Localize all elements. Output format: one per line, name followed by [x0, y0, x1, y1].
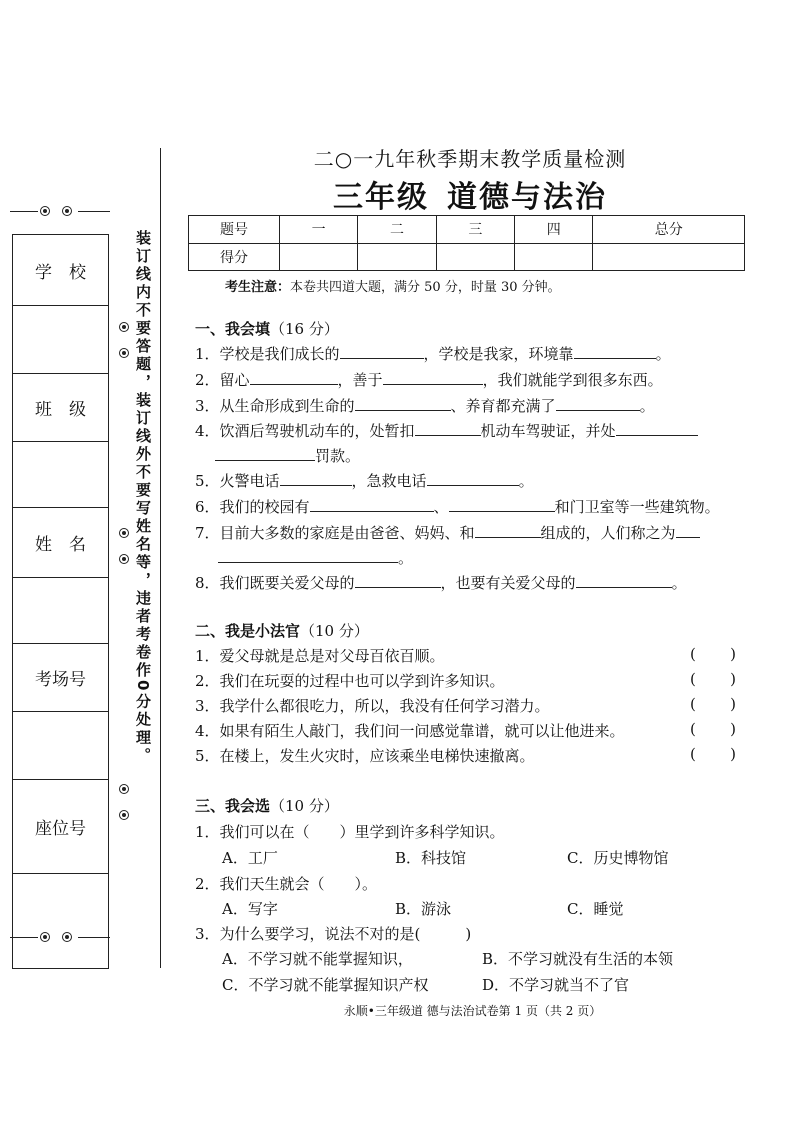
binding-ring-3: [119, 528, 129, 538]
score-label: 得分: [189, 243, 280, 271]
fill-question-4-cont: 罚款。: [215, 445, 360, 466]
binding-line: [160, 148, 161, 968]
answer-blank[interactable]: [449, 497, 555, 512]
answer-parens[interactable]: ( ): [690, 745, 736, 763]
bottom-ornament: [10, 932, 110, 944]
choice-option[interactable]: B．不学习就没有生活的本领: [482, 950, 674, 968]
class-label: 班 级: [13, 373, 108, 441]
score-table: [188, 215, 745, 271]
judge-item: 5．在楼上，发生火灾时，应该乘坐电梯快速撤离。: [195, 747, 535, 765]
answer-blank[interactable]: [556, 396, 640, 411]
question-number-label: 题号: [189, 216, 280, 244]
fill-question-1: 1．学校是我们成长的 ，学校是我家，环境靠 。: [195, 345, 671, 363]
choice-question-3: 3．为什么要学习，说法不对的是( ): [195, 925, 472, 943]
fill-question-7-cont: 。: [218, 547, 413, 568]
exam-room-field[interactable]: [13, 711, 108, 779]
fill-question-6: 6．我们的校园有 、 和门卫室等一些建筑物。: [195, 498, 720, 516]
answer-blank[interactable]: [576, 573, 672, 588]
section3-title: 三、我会选: [195, 797, 271, 815]
col-3: 三: [436, 216, 514, 244]
col-2: 二: [358, 216, 436, 244]
binding-ring-4: [119, 554, 129, 564]
exam-notice: [225, 276, 561, 295]
fill-question-4: 4．饮酒后驾驶机动车的，处暂扣 机动车驾驶证，并处: [195, 420, 698, 441]
answer-blank[interactable]: [280, 471, 352, 486]
score-cell-4[interactable]: [515, 243, 593, 271]
binding-ring-2: [119, 348, 129, 358]
fill-question-2: 2．留心 ，善于 ，我们就能学到很多东西。: [195, 371, 663, 389]
answer-blank[interactable]: [383, 370, 483, 385]
seat-number-field[interactable]: [13, 873, 108, 967]
class-field[interactable]: [13, 441, 108, 507]
choice-option[interactable]: C．历史博物馆: [567, 849, 669, 867]
section2-title: 二、我是小法官: [195, 622, 301, 640]
fill-question-7: 7．目前大多数的家庭是由爸爸、妈妈、和 组成的，人们称之为: [195, 522, 700, 543]
answer-blank[interactable]: [355, 396, 451, 411]
name-field[interactable]: [13, 577, 108, 643]
score-cell-2[interactable]: [358, 243, 436, 271]
judge-item: 1．爱父母就是总是对父母百依百顺。: [195, 647, 445, 665]
section2-heading: [195, 620, 369, 641]
choice-option[interactable]: B．游泳: [395, 900, 452, 918]
score-table-score-row: [189, 243, 745, 271]
answer-blank[interactable]: [616, 421, 698, 436]
answer-blank[interactable]: [574, 344, 656, 359]
choice-option[interactable]: C．不学习就不能掌握知识产权: [222, 976, 429, 994]
answer-parens[interactable]: ( ): [690, 695, 736, 713]
answer-blank[interactable]: [475, 523, 541, 538]
section1-heading: [195, 318, 339, 339]
answer-blank[interactable]: [340, 344, 424, 359]
answer-parens[interactable]: ( ): [690, 720, 736, 738]
binding-line-notice: 装订线内不要答题，装订线外不要写姓名等，违者考卷作0分处理。: [134, 230, 152, 766]
fill-question-3: 3．从生命形成到生命的 、养育都充满了 。: [195, 397, 655, 415]
col-4: 四: [515, 216, 593, 244]
section1-title: 一、我会填: [195, 320, 271, 338]
school-label: 学 校: [35, 262, 86, 283]
choice-option[interactable]: B．科技馆: [395, 849, 467, 867]
binding-ring-5: [119, 784, 129, 794]
choice-option[interactable]: A．写字: [222, 900, 278, 918]
choice-option[interactable]: D．不学习就当不了官: [482, 976, 630, 994]
answer-blank[interactable]: [310, 497, 434, 512]
judge-item: 3．我学什么都很吃力，所以，我没有任何学习潜力。: [195, 697, 550, 715]
binding-ring-1: [119, 322, 129, 332]
notice-label: 考生注意：: [225, 280, 291, 295]
answer-blank[interactable]: [676, 523, 700, 538]
seat-number-label: 座位号: [13, 779, 108, 873]
choice-option[interactable]: C．睡觉: [567, 900, 624, 918]
top-ornament: [10, 206, 110, 218]
exam-subtitle: [190, 172, 750, 216]
binding-ring-6: [119, 810, 129, 820]
notice-text: 本卷共四道大题，满分 50 分，时量 30 分钟。: [290, 280, 561, 295]
choice-question-2: 2．我们天生就会（ ）。: [195, 875, 378, 893]
grade-label: 三年级: [333, 180, 429, 215]
score-cell-3[interactable]: [436, 243, 514, 271]
col-1: 一: [280, 216, 358, 244]
judge-item: 2．我们在玩耍的过程中也可以学到许多知识。: [195, 672, 505, 690]
exam-room-label: 考场号: [13, 643, 108, 711]
fill-question-8: 8．我们既要关爱父母的 ，也要有关爱父母的 。: [195, 574, 687, 592]
section2-points: （10 分）: [300, 622, 369, 640]
page-footer: 永顺•三年级道 德与法治试卷第 1 页（共 2 页）: [343, 1004, 602, 1018]
answer-parens[interactable]: ( ): [690, 670, 736, 688]
col-total: 总分: [593, 216, 745, 244]
section3-heading: [195, 795, 339, 816]
answer-blank[interactable]: [250, 370, 338, 385]
judge-item: 4．如果有陌生人敲门，我们问一问感觉靠谱，就可以让他进来。: [195, 722, 625, 740]
choice-option[interactable]: A．不学习就不能掌握知识，: [222, 950, 413, 968]
score-cell-total[interactable]: [593, 243, 745, 271]
answer-blank[interactable]: [415, 421, 481, 436]
exam-title: 二○一九年秋季期末教学质量检测: [313, 147, 627, 171]
score-cell-1[interactable]: [280, 243, 358, 271]
answer-blank[interactable]: [355, 573, 441, 588]
score-table-header-row: [189, 216, 745, 244]
school-field[interactable]: [13, 305, 108, 373]
name-label: 姓 名: [13, 507, 108, 577]
choice-option[interactable]: A．工厂: [222, 849, 278, 867]
choice-question-1: 1．我们可以在（ ）里学到许多科学知识。: [195, 823, 505, 841]
section3-points: （10 分）: [270, 797, 339, 815]
fill-question-5: 5．火警电话 ，急救电话 。: [195, 472, 534, 490]
answer-blank[interactable]: [218, 548, 398, 563]
answer-blank[interactable]: [427, 471, 519, 486]
answer-parens[interactable]: ( ): [690, 645, 736, 663]
answer-blank[interactable]: [215, 446, 315, 461]
student-info-table: [12, 234, 109, 969]
subject-label: 道德与法治: [447, 180, 607, 215]
section1-points: （16 分）: [270, 320, 339, 338]
